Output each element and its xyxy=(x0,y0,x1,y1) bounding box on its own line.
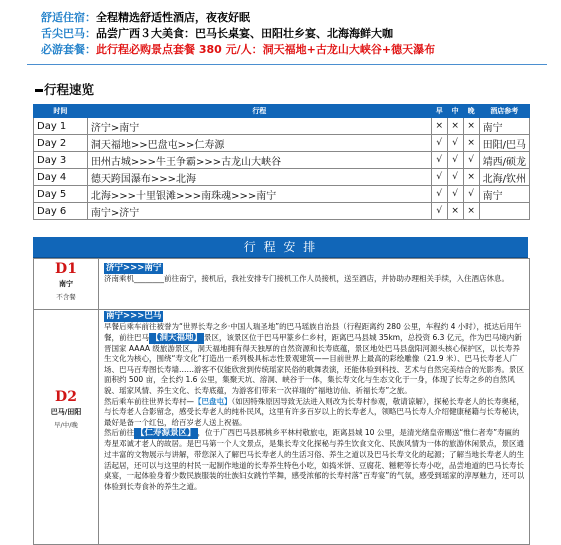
section-title xyxy=(35,80,94,98)
day2-label-column xyxy=(34,309,99,544)
breakfast-cell: × xyxy=(431,118,447,135)
route-cell: 德天跨国瀑布>>>北海 xyxy=(87,169,431,186)
day-meals: 不含餐 xyxy=(56,293,76,301)
day-title: 济宁>>>南宁 xyxy=(106,263,162,273)
hotel-cell: 田阳/巴马 xyxy=(479,135,529,152)
day-meals: 早/中/晚 xyxy=(54,421,78,429)
paragraph-text: 景区，该景区位于巴马甲篆乡仁乡村，距离巴马县城 35km，总投资 6.3 亿元，作为巴马境内新晋国家 AAAA 级旅游景区，洞天福地拥有得天独厚的自然资源和长寿底蕴，景区地处巴马县盘阳河源头核心保护区，以长寿养生文化为核心，围绕“寿文化”打造出一系列极具标志性景观建筑——目前世界上最高的彩绘雕像（21.9 米）、巴马长寿老人广场、巴马百寿图长寿墙……游客不仅能欣赏到传统瑶家民俗的歌舞表演，还能体验到科技、艺术与自然完美结合的光影秀。景区面积约 500 亩，全长约 1.6 公里，集聚天坑、溶洞、峡谷于一体，集长寿文化与生态文化于一身，体现了长寿之乡的自然风貌、瑶家风情、养生文化、长寿底蕴，为游客们带来一次祥瑞的“福地访仙、祈福长寿”之旅。 xyxy=(104,332,524,395)
highlight-text: 全程精选舒适性酒店，夜夜好眠 xyxy=(96,11,250,24)
attraction-highlight: 【仁寿源景区】 xyxy=(136,428,196,439)
paragraph-text: （如因特殊原因导致无法进入则改为长寿村参观，敬请谅解），探秘长寿老人的长寿奥秘，与长寿老人合影留念，感受长寿老人的纯朴民风，这里有许多百岁以上的长寿老人，领略巴马长寿人介绍健康秘籍与长寿秘诀，最好是备一个红包，给百岁老人送上祝福。 xyxy=(104,396,524,427)
day-cell: Day 2 xyxy=(34,135,88,152)
section-divider xyxy=(27,64,547,65)
highlight-label: 必游套餐： xyxy=(41,43,96,56)
attraction-highlight: 【巴盘屯】 xyxy=(194,396,232,406)
itinerary-table xyxy=(33,104,530,220)
hotel-cell: 靖西/硕龙 xyxy=(479,152,529,169)
schedule-box xyxy=(33,258,530,545)
route-cell: 南宁>济宁 xyxy=(87,203,431,220)
paragraph-text: 然后前往 xyxy=(104,428,134,438)
day1-label-column xyxy=(34,259,99,309)
dinner-cell: √ xyxy=(463,186,479,203)
hotel-cell: 南宁 xyxy=(479,186,529,203)
day-paragraph xyxy=(104,397,526,429)
day-location: 巴马/田阳 xyxy=(50,408,82,416)
day-cell: Day 1 xyxy=(34,118,88,135)
table-row xyxy=(34,186,530,203)
day-cell: Day 4 xyxy=(34,169,88,186)
highlight-text: 品尝广西３大美食：巴马长桌宴、田阳壮乡宴、北海海鲜大咖 xyxy=(96,27,393,40)
col-header-hotel: 酒店参考 xyxy=(479,105,529,118)
col-header-dinner: 晚 xyxy=(463,105,479,118)
paragraph-text: 然后乘车前往世界长寿村— xyxy=(104,396,194,406)
attraction-highlight: 【洞天福地】 xyxy=(151,332,203,343)
highlight-package xyxy=(41,42,435,58)
section-title-text: 行程速览 xyxy=(44,82,95,97)
col-header-route: 行程 xyxy=(87,105,431,118)
lunch-cell: × xyxy=(447,203,463,220)
lunch-cell: √ xyxy=(447,186,463,203)
table-row xyxy=(34,152,530,169)
route-cell: 洞天福地>>巴盘屯>>仁寿源 xyxy=(87,135,431,152)
dinner-cell: × xyxy=(463,118,479,135)
paragraph-text: ，位于广西巴马县那桃乡平林村敬旅屯，距离县城 10 公里，是清光绪皇帝赐送“惟仁者寿”寿匾的寿星邓诚才老人的故居。是巴马第一个人文景点，是集长寿文化探秘与养生饮食文化、民族风情为一体的旅游休闲景点，景区通过丰富的文物展示与讲解，带您深入了解巴马长寿老人的生活习俗、养生之道以及巴马长寿文化的起源；了解当地长寿老人的生活起居，还可以与这里的村民一起制作地道的长寿养生特色小吃，如捣米饼、豆腐花、糍粑等长寿小吃，品尝地道的巴马长寿长桌宴，一起体验身着少数民族服装的壮族妇女跳竹竿舞，感受浓郁的长寿村落“百寿宴”的气氛，感受到瑶家的淳厚魅力，还可以体验到长寿食补的养生之道。 xyxy=(104,428,525,491)
breakfast-cell: √ xyxy=(431,203,447,220)
dinner-cell: × xyxy=(463,203,479,220)
day-cell: Day 6 xyxy=(34,203,88,220)
lunch-cell: √ xyxy=(447,169,463,186)
day-description: 济南乘机________前往南宁，接机后，我社安排专门接机工作人员接机，送至酒店，并协助办理相关手续，入住酒店休息。 xyxy=(104,274,509,283)
bullet-bar-icon xyxy=(35,89,43,92)
day1-content xyxy=(104,263,526,285)
dinner-cell: × xyxy=(463,135,479,152)
hotel-cell: 南宁 xyxy=(479,118,529,135)
col-header-time: 时间 xyxy=(34,105,88,118)
highlight-label: 舒适住宿： xyxy=(41,11,96,24)
table-row xyxy=(34,135,530,152)
arrangement-header: 行 程 安 排 xyxy=(33,237,528,258)
col-header-breakfast: 早 xyxy=(431,105,447,118)
breakfast-cell: √ xyxy=(431,152,447,169)
col-header-lunch: 中 xyxy=(447,105,463,118)
breakfast-cell: √ xyxy=(431,169,447,186)
lunch-cell: × xyxy=(447,118,463,135)
day-cell: Day 5 xyxy=(34,186,88,203)
day-location: 南宁 xyxy=(59,280,73,288)
table-header-row xyxy=(34,105,530,118)
highlight-food xyxy=(41,26,393,42)
highlight-text: 此行程必购景点套餐 380 元/人：洞天福地+古龙山大峡谷+德天瀑布 xyxy=(96,43,436,56)
hotel-cell xyxy=(479,203,529,220)
breakfast-cell: √ xyxy=(431,186,447,203)
breakfast-cell: √ xyxy=(431,135,447,152)
day-number: D2 xyxy=(55,389,77,405)
route-cell: 济宁>南宁 xyxy=(87,118,431,135)
document-page xyxy=(27,0,547,543)
day2-content xyxy=(104,311,526,543)
table-row xyxy=(34,118,530,135)
hotel-cell: 北海/钦州 xyxy=(479,169,529,186)
highlight-accommodation xyxy=(41,10,250,26)
day-cell: Day 3 xyxy=(34,152,88,169)
lunch-cell: √ xyxy=(447,152,463,169)
day-paragraph xyxy=(104,428,526,492)
paragraph-text: 早餐后乘车前往被誉为“世界长寿之乡·中国人瑞圣地”的巴马瑶族自治县（行程距离约 280 公里，车程约 4 小时），抵达后用午餐，前往巴马 xyxy=(104,322,522,342)
day-paragraph xyxy=(104,322,526,397)
day-number: D1 xyxy=(55,261,77,277)
route-cell: 田州古城>>>牛王争霸>>>古龙山大峡谷 xyxy=(87,152,431,169)
day-title: 南宁>>>巴马 xyxy=(106,311,162,321)
dinner-cell: × xyxy=(463,169,479,186)
row-divider xyxy=(34,309,529,310)
table-row xyxy=(34,169,530,186)
route-cell: 北海>>>十里银滩>>>南珠魂>>>南宁 xyxy=(87,186,431,203)
table-row xyxy=(34,203,530,220)
lunch-cell: √ xyxy=(447,135,463,152)
dinner-cell: √ xyxy=(463,152,479,169)
highlight-label: 舌尖巴马： xyxy=(41,27,96,40)
